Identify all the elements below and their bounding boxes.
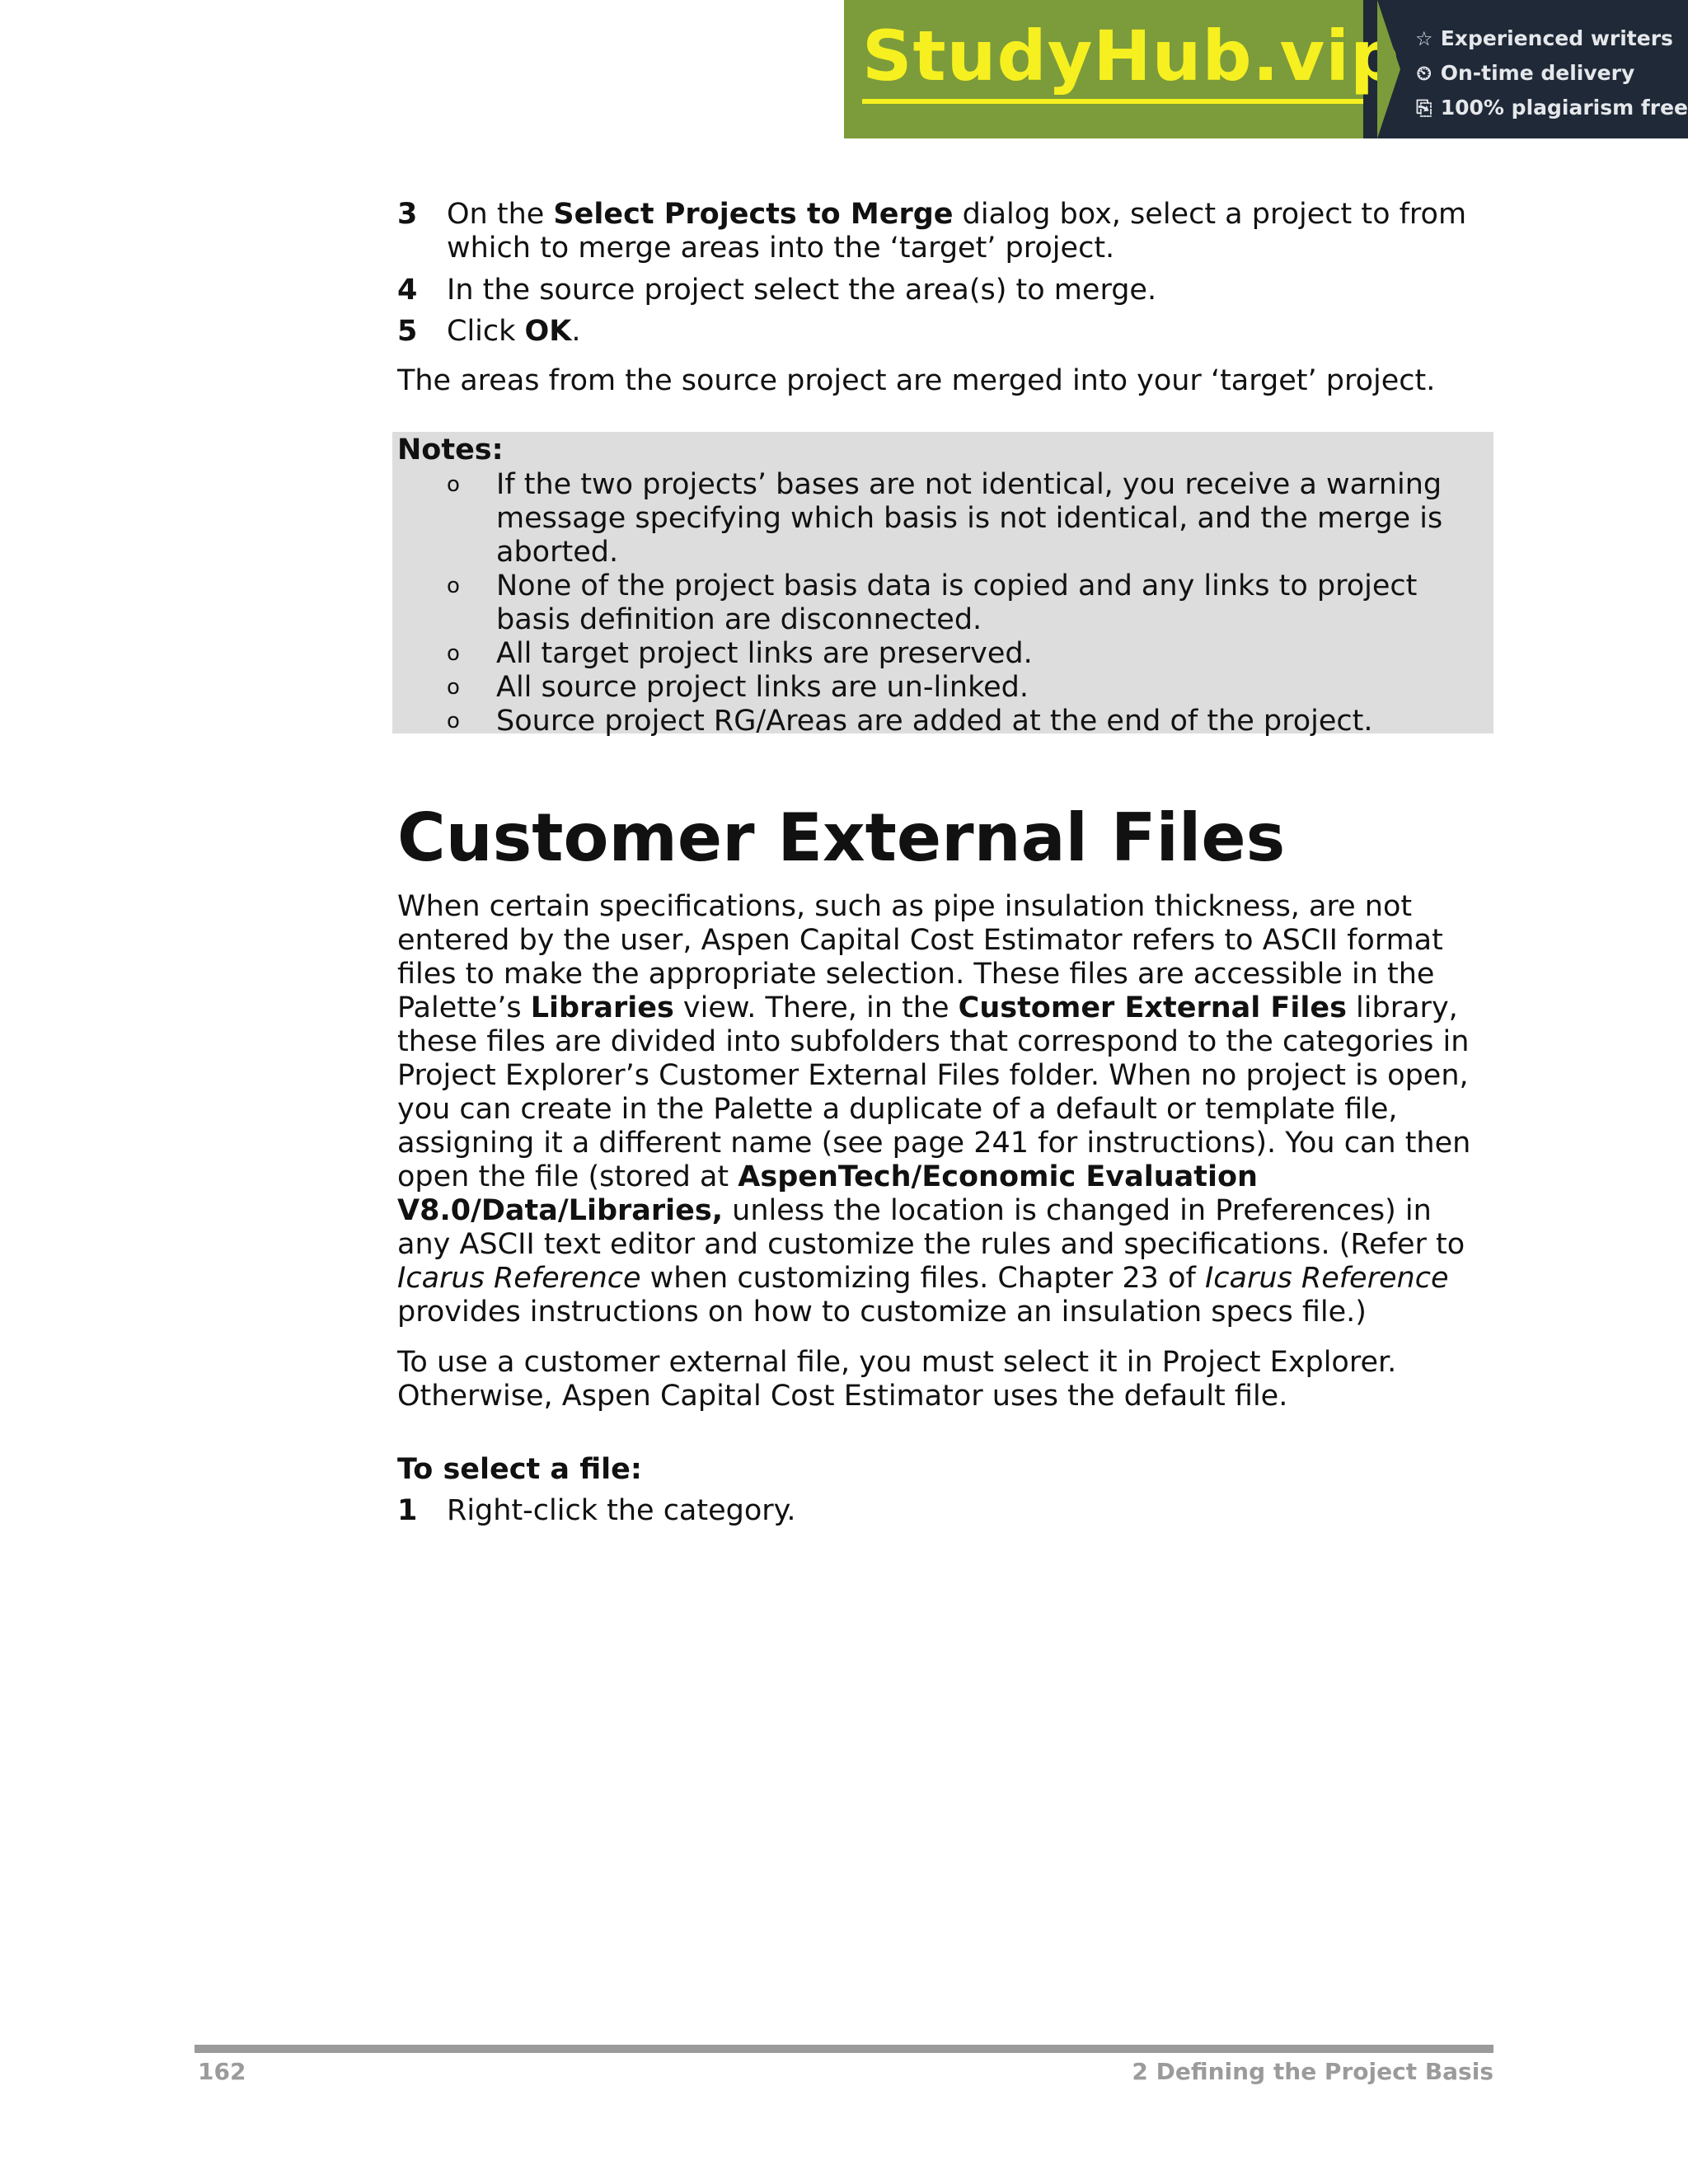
note-item — [447, 705, 1485, 738]
chapter-title: 2 Defining the Project Basis — [1132, 2058, 1493, 2085]
notes-list — [447, 468, 1485, 738]
step-text: On the Select Projects to Merge dialog box, select a project to from which to merge areas into the ‘target’ project. — [447, 198, 1467, 265]
page-number: 162 — [198, 2058, 246, 2085]
studyhub-logo: StudyHub.vip — [862, 16, 1401, 96]
ok-label: OK — [524, 315, 572, 348]
note-text: All target project links are preserved. — [496, 637, 1033, 670]
note-item — [447, 569, 1485, 637]
footer-rule — [195, 2045, 1493, 2053]
step-4 — [397, 274, 1493, 307]
note-item — [447, 671, 1485, 705]
note-text: Source project RG/Areas are added at the end of the project. — [496, 705, 1373, 738]
notes-title: Notes: — [397, 434, 504, 466]
copy-icon: ⎘ — [1416, 96, 1432, 120]
step-3 — [397, 198, 1493, 265]
note-text: If the two projects’ bases are not identical, you receive a warning message specifying which basis is not identical, and the merge is aborted. — [496, 468, 1443, 569]
step-number: 3 — [397, 198, 418, 231]
step-text: In the source project select the area(s) to merge. — [447, 274, 1157, 307]
logo-underline — [862, 99, 1363, 104]
feature-label: On-time delivery — [1440, 61, 1635, 85]
procedure-step-1 — [397, 1494, 1493, 1528]
libraries-term: Libraries — [530, 991, 674, 1024]
note-item — [447, 468, 1485, 569]
step-5 — [397, 315, 1493, 349]
library-path: AspenTech/Economic Evaluation V8.0/Data/Libraries, — [397, 1160, 1258, 1227]
merge-steps — [397, 198, 1493, 398]
brand-panel — [844, 0, 1401, 138]
dialog-name: Select Projects to Merge — [553, 198, 954, 231]
banner-chevron — [1377, 0, 1400, 138]
merge-result-text: The areas from the source project are merged into your ‘target’ project. — [397, 364, 1436, 397]
section-heading: Customer External Files — [397, 799, 1286, 876]
note-text: All source project links are un-linked. — [496, 671, 1029, 704]
step-number: 4 — [397, 274, 418, 307]
bullet-icon: o — [447, 709, 460, 733]
feature-plagiarism-free — [1413, 91, 1688, 125]
bullet-icon: o — [447, 641, 460, 666]
note-text: None of the project basis data is copied and any links to project basis definition are disconnected. — [496, 569, 1418, 636]
feature-list — [1363, 0, 1688, 138]
icarus-reference-title: Icarus Reference — [1204, 1262, 1449, 1295]
feature-label: Experienced writers — [1440, 26, 1673, 50]
feature-experienced-writers — [1413, 21, 1688, 56]
usage-paragraph: To use a customer external file, you must select it in Project Explorer. Otherwise, Aspen Capital Cost Estimator uses the default file. — [397, 1346, 1397, 1413]
bullet-icon: o — [447, 472, 460, 497]
step-number: 1 — [397, 1494, 418, 1527]
section-body — [397, 890, 1493, 1528]
studyhub-banner[interactable] — [844, 0, 1688, 138]
icarus-reference-title: Icarus Reference — [397, 1262, 641, 1295]
feature-label: 100% plagiarism free — [1440, 96, 1688, 120]
step-text: Click OK. — [447, 315, 581, 348]
feature-on-time-delivery — [1413, 56, 1688, 91]
clock-icon: ⏲ — [1416, 62, 1432, 85]
bullet-icon: o — [447, 574, 460, 598]
intro-paragraph: When certain specifications, such as pipe insulation thickness, are not entered by the user, Aspen Capital Cost Estimator refers to ASCII format files to make the appropriate selection. These files are accessible in the Palette’s Libraries view. There, in the Customer External Files library, these files are divided into subfolders that correspond to the categories in Project Explorer’s Customer External Files folder. When no project is open, you can create in the Palette a duplicate of a default or template file, assigning it a different name (see page 241 for instructions). You can then open the file (stored at AspenTech/Economic Evaluation V8.0/Data/Libraries, unless the location is changed in Preferences) in any ASCII text editor and customize the rules and specifications. (Refer to Icarus Reference when customizing files. Chapter 23 of Icarus Reference provides instructions on how to customize an insulation specs file.) — [397, 890, 1471, 1329]
note-item — [447, 637, 1485, 671]
customer-external-files-term: Customer External Files — [958, 991, 1347, 1024]
step-text: Right-click the category. — [447, 1494, 796, 1527]
bullet-icon: o — [447, 675, 460, 700]
star-icon: ☆ — [1414, 27, 1433, 50]
step-number: 5 — [397, 315, 418, 348]
procedure-title: To select a file: — [397, 1453, 642, 1486]
